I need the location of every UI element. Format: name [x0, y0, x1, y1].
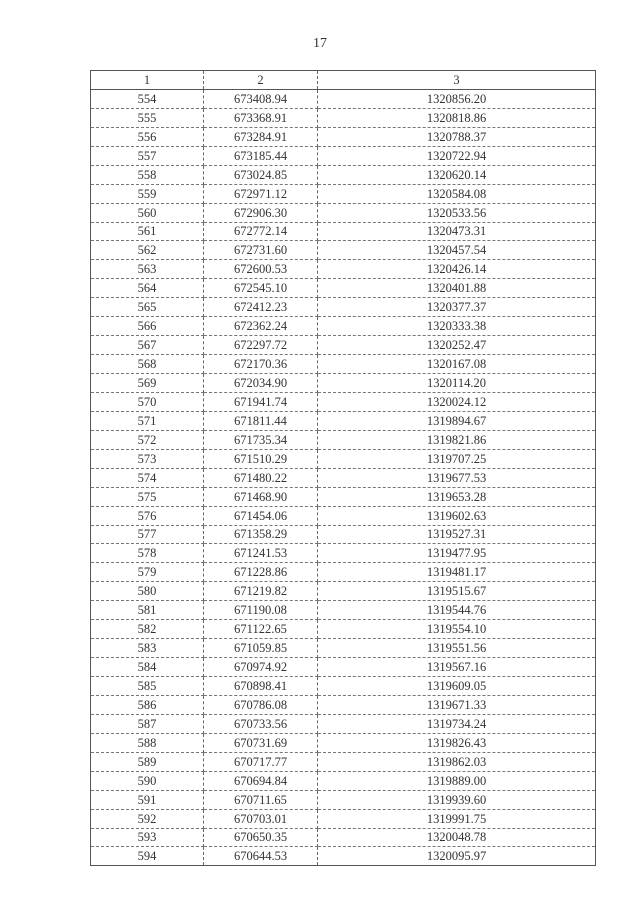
point-number-cell: 573 — [91, 449, 204, 468]
table-row — [91, 165, 596, 184]
point-number-cell: 592 — [91, 809, 204, 828]
x-coordinate-cell: 673024.85 — [204, 165, 318, 184]
table-row — [91, 790, 596, 809]
x-coordinate-cell: 671190.08 — [204, 601, 318, 620]
point-number-cell: 589 — [91, 752, 204, 771]
point-number-cell: 586 — [91, 695, 204, 714]
point-number-cell: 567 — [91, 336, 204, 355]
table-row — [91, 355, 596, 374]
table-row — [91, 506, 596, 525]
point-number-cell: 556 — [91, 127, 204, 146]
table-row — [91, 771, 596, 790]
y-coordinate-cell: 1319821.86 — [318, 430, 596, 449]
x-coordinate-cell: 670644.53 — [204, 847, 318, 866]
table-row — [91, 601, 596, 620]
x-coordinate-cell: 671358.29 — [204, 525, 318, 544]
y-coordinate-cell: 1320426.14 — [318, 260, 596, 279]
point-number-cell: 568 — [91, 355, 204, 374]
y-coordinate-cell: 1319602.63 — [318, 506, 596, 525]
table-row — [91, 828, 596, 847]
x-coordinate-cell: 671510.29 — [204, 449, 318, 468]
point-number-cell: 572 — [91, 430, 204, 449]
x-coordinate-cell: 672731.60 — [204, 241, 318, 260]
point-number-cell: 565 — [91, 298, 204, 317]
x-coordinate-cell: 671219.82 — [204, 582, 318, 601]
column-header-3: 3 — [318, 71, 596, 90]
y-coordinate-cell: 1319826.43 — [318, 733, 596, 752]
y-coordinate-cell: 1319671.33 — [318, 695, 596, 714]
x-coordinate-cell: 670786.08 — [204, 695, 318, 714]
y-coordinate-cell: 1319889.00 — [318, 771, 596, 790]
table-row — [91, 392, 596, 411]
point-number-cell: 590 — [91, 771, 204, 790]
table-row — [91, 487, 596, 506]
y-coordinate-cell: 1320856.20 — [318, 89, 596, 108]
column-header-2: 2 — [204, 71, 318, 90]
x-coordinate-cell: 670717.77 — [204, 752, 318, 771]
x-coordinate-cell: 670898.41 — [204, 677, 318, 696]
table-row — [91, 714, 596, 733]
y-coordinate-cell: 1320584.08 — [318, 184, 596, 203]
y-coordinate-cell: 1320114.20 — [318, 374, 596, 393]
point-number-cell: 577 — [91, 525, 204, 544]
point-number-cell: 566 — [91, 317, 204, 336]
y-coordinate-cell: 1320401.88 — [318, 279, 596, 298]
table-row — [91, 639, 596, 658]
point-number-cell: 555 — [91, 108, 204, 127]
y-coordinate-cell: 1319991.75 — [318, 809, 596, 828]
table-row — [91, 222, 596, 241]
x-coordinate-cell: 671454.06 — [204, 506, 318, 525]
y-coordinate-cell: 1319862.03 — [318, 752, 596, 771]
table-row — [91, 241, 596, 260]
y-coordinate-cell: 1320818.86 — [318, 108, 596, 127]
point-number-cell: 575 — [91, 487, 204, 506]
point-number-cell: 594 — [91, 847, 204, 866]
table-row — [91, 695, 596, 714]
y-coordinate-cell: 1320457.54 — [318, 241, 596, 260]
point-number-cell: 558 — [91, 165, 204, 184]
x-coordinate-cell: 672906.30 — [204, 203, 318, 222]
y-coordinate-cell: 1320024.12 — [318, 392, 596, 411]
y-coordinate-cell: 1320377.37 — [318, 298, 596, 317]
y-coordinate-cell: 1319677.53 — [318, 468, 596, 487]
y-coordinate-cell: 1320533.56 — [318, 203, 596, 222]
y-coordinate-cell: 1320722.94 — [318, 146, 596, 165]
table-header-row — [91, 71, 596, 90]
x-coordinate-cell: 673284.91 — [204, 127, 318, 146]
page-number: 17 — [313, 36, 327, 51]
y-coordinate-cell: 1319567.16 — [318, 658, 596, 677]
x-coordinate-cell: 670731.69 — [204, 733, 318, 752]
y-coordinate-cell: 1320333.38 — [318, 317, 596, 336]
point-number-cell: 562 — [91, 241, 204, 260]
point-number-cell: 564 — [91, 279, 204, 298]
point-number-cell: 593 — [91, 828, 204, 847]
x-coordinate-cell: 671122.65 — [204, 620, 318, 639]
x-coordinate-cell: 671811.44 — [204, 411, 318, 430]
y-coordinate-cell: 1320620.14 — [318, 165, 596, 184]
y-coordinate-cell: 1319734.24 — [318, 714, 596, 733]
table-row — [91, 108, 596, 127]
point-number-cell: 588 — [91, 733, 204, 752]
point-number-cell: 561 — [91, 222, 204, 241]
x-coordinate-cell: 672545.10 — [204, 279, 318, 298]
y-coordinate-cell: 1319609.05 — [318, 677, 596, 696]
table-row — [91, 449, 596, 468]
y-coordinate-cell: 1319515.67 — [318, 582, 596, 601]
point-number-cell: 570 — [91, 392, 204, 411]
column-header-1: 1 — [91, 71, 204, 90]
y-coordinate-cell: 1320252.47 — [318, 336, 596, 355]
point-number-cell: 560 — [91, 203, 204, 222]
table-row — [91, 298, 596, 317]
y-coordinate-cell: 1319939.60 — [318, 790, 596, 809]
point-number-cell: 557 — [91, 146, 204, 165]
y-coordinate-cell: 1319481.17 — [318, 563, 596, 582]
table-row — [91, 752, 596, 771]
point-number-cell: 582 — [91, 620, 204, 639]
y-coordinate-cell: 1320473.31 — [318, 222, 596, 241]
table-row — [91, 544, 596, 563]
table-row — [91, 658, 596, 677]
x-coordinate-cell: 671059.85 — [204, 639, 318, 658]
y-coordinate-cell: 1320095.97 — [318, 847, 596, 866]
x-coordinate-cell: 673368.91 — [204, 108, 318, 127]
x-coordinate-cell: 670974.92 — [204, 658, 318, 677]
point-number-cell: 569 — [91, 374, 204, 393]
point-number-cell: 591 — [91, 790, 204, 809]
x-coordinate-cell: 671735.34 — [204, 430, 318, 449]
table-body — [91, 89, 596, 865]
y-coordinate-cell: 1320048.78 — [318, 828, 596, 847]
y-coordinate-cell: 1319653.28 — [318, 487, 596, 506]
x-coordinate-cell: 672412.23 — [204, 298, 318, 317]
point-number-cell: 587 — [91, 714, 204, 733]
table-row — [91, 279, 596, 298]
x-coordinate-cell: 671241.53 — [204, 544, 318, 563]
x-coordinate-cell: 673185.44 — [204, 146, 318, 165]
x-coordinate-cell: 670733.56 — [204, 714, 318, 733]
point-number-cell: 583 — [91, 639, 204, 658]
table-row — [91, 468, 596, 487]
point-number-cell: 585 — [91, 677, 204, 696]
point-number-cell: 578 — [91, 544, 204, 563]
x-coordinate-cell: 671228.86 — [204, 563, 318, 582]
table-row — [91, 374, 596, 393]
x-coordinate-cell: 672362.24 — [204, 317, 318, 336]
point-number-cell: 554 — [91, 89, 204, 108]
table-row — [91, 525, 596, 544]
x-coordinate-cell: 672971.12 — [204, 184, 318, 203]
y-coordinate-cell: 1320167.08 — [318, 355, 596, 374]
y-coordinate-cell: 1319554.10 — [318, 620, 596, 639]
table-row — [91, 677, 596, 696]
x-coordinate-cell: 670703.01 — [204, 809, 318, 828]
y-coordinate-cell: 1319707.25 — [318, 449, 596, 468]
y-coordinate-cell: 1319894.67 — [318, 411, 596, 430]
y-coordinate-cell: 1319551.56 — [318, 639, 596, 658]
table-row — [91, 411, 596, 430]
x-coordinate-cell: 671480.22 — [204, 468, 318, 487]
y-coordinate-cell: 1319544.76 — [318, 601, 596, 620]
x-coordinate-cell: 671941.74 — [204, 392, 318, 411]
table-row — [91, 127, 596, 146]
table-row — [91, 317, 596, 336]
point-number-cell: 563 — [91, 260, 204, 279]
table-row — [91, 620, 596, 639]
x-coordinate-cell: 670711.65 — [204, 790, 318, 809]
point-number-cell: 574 — [91, 468, 204, 487]
x-coordinate-cell: 673408.94 — [204, 89, 318, 108]
point-number-cell: 584 — [91, 658, 204, 677]
x-coordinate-cell: 672170.36 — [204, 355, 318, 374]
x-coordinate-cell: 672772.14 — [204, 222, 318, 241]
table-row — [91, 260, 596, 279]
table-row — [91, 146, 596, 165]
table-row — [91, 563, 596, 582]
table-row — [91, 203, 596, 222]
point-number-cell: 580 — [91, 582, 204, 601]
point-number-cell: 576 — [91, 506, 204, 525]
point-number-cell: 581 — [91, 601, 204, 620]
table-row — [91, 89, 596, 108]
table-row — [91, 336, 596, 355]
x-coordinate-cell: 670650.35 — [204, 828, 318, 847]
table-row — [91, 847, 596, 866]
table-row — [91, 430, 596, 449]
table-row — [91, 733, 596, 752]
point-number-cell: 579 — [91, 563, 204, 582]
x-coordinate-cell: 672297.72 — [204, 336, 318, 355]
y-coordinate-cell: 1319477.95 — [318, 544, 596, 563]
x-coordinate-cell: 672600.53 — [204, 260, 318, 279]
coordinates-table — [90, 70, 596, 866]
table-row — [91, 184, 596, 203]
table-row — [91, 809, 596, 828]
table-row — [91, 582, 596, 601]
point-number-cell: 571 — [91, 411, 204, 430]
x-coordinate-cell: 671468.90 — [204, 487, 318, 506]
point-number-cell: 559 — [91, 184, 204, 203]
x-coordinate-cell: 670694.84 — [204, 771, 318, 790]
y-coordinate-cell: 1320788.37 — [318, 127, 596, 146]
x-coordinate-cell: 672034.90 — [204, 374, 318, 393]
y-coordinate-cell: 1319527.31 — [318, 525, 596, 544]
